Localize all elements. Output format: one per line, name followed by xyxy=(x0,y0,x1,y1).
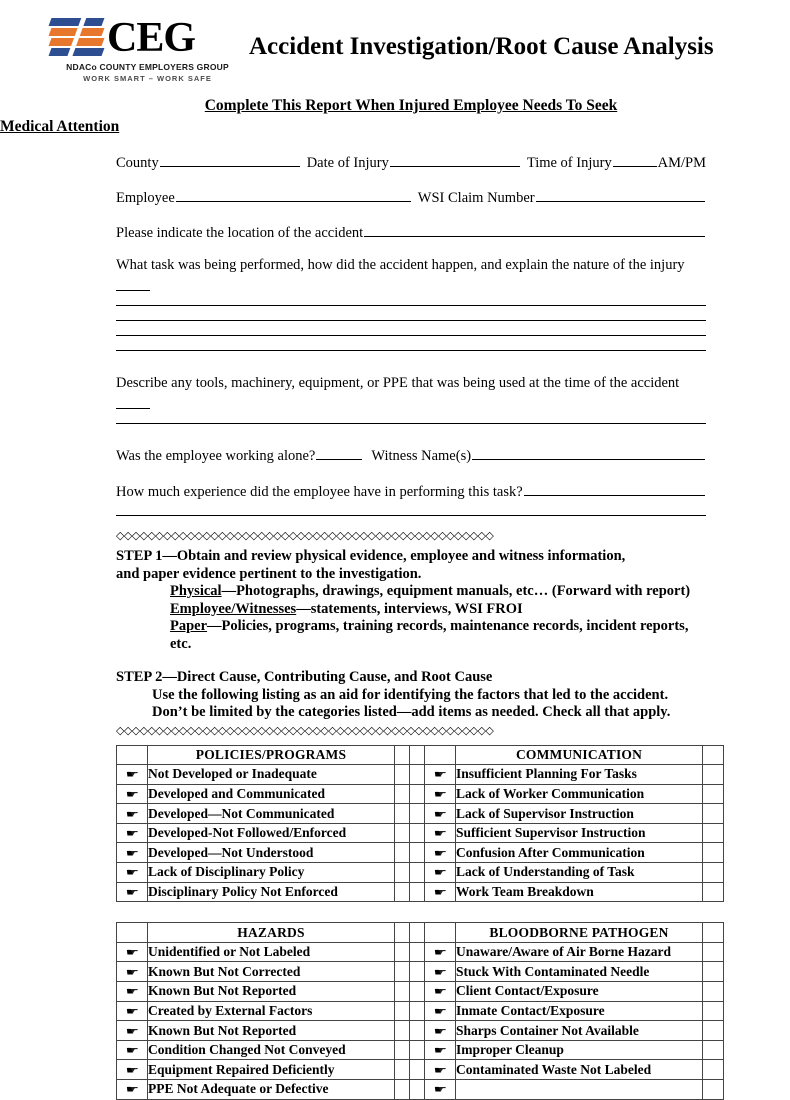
column-gap xyxy=(395,923,410,943)
table-header-row xyxy=(117,745,724,765)
pointing-hand-icon: ☛ xyxy=(433,1044,447,1057)
column-gap xyxy=(395,882,410,902)
pointing-hand-icon: ☛ xyxy=(433,827,447,840)
column-gap-2 xyxy=(410,1060,425,1080)
pointing-hand-icon: ☛ xyxy=(125,946,139,959)
input-employee[interactable] xyxy=(176,187,411,202)
checklist-label-left: Known But Not Reported xyxy=(148,982,395,1002)
checklist-label-right: Unaware/Aware of Air Borne Hazard xyxy=(456,942,703,962)
table-row xyxy=(117,823,724,843)
checklist-table-1-body xyxy=(117,745,724,902)
input-witness-names[interactable] xyxy=(472,445,705,460)
checkbox-left-3[interactable] xyxy=(117,982,148,1002)
table-row xyxy=(117,1080,724,1100)
column-end xyxy=(703,1040,724,1060)
step-1-section xyxy=(116,548,706,653)
checkbox-left-6[interactable] xyxy=(117,863,148,883)
logo-tagline-primary: NDACo COUNTY EMPLOYERS GROUP xyxy=(66,62,229,72)
column-end xyxy=(703,923,724,943)
checklist-label-right: Contaminated Waste Not Labeled xyxy=(456,1060,703,1080)
page-title: Accident Investigation/Root Cause Analysis xyxy=(249,33,714,60)
checklist-label-left: Known But Not Reported xyxy=(148,1021,395,1041)
table-header-row xyxy=(117,923,724,943)
column-end xyxy=(703,1001,724,1021)
logo-tagline-secondary: WORK SMART – WORK SAFE xyxy=(83,74,212,83)
column-gap-2 xyxy=(410,1001,425,1021)
pointing-hand-icon: ☛ xyxy=(433,1024,447,1037)
column-gap-2 xyxy=(410,882,425,902)
label-task-description: What task was being performed, how did the accident happen, and explain the nature of the injury xyxy=(116,257,685,273)
table-row xyxy=(117,1040,724,1060)
input-accident-location[interactable] xyxy=(364,222,705,237)
checkbox-left-4[interactable] xyxy=(117,823,148,843)
checklist-label-left: Not Developed or Inadequate xyxy=(148,765,395,785)
checklist-table-1-wrap xyxy=(116,745,706,903)
table-row xyxy=(117,843,724,863)
diamond-divider-1: ◇◇◇◇◇◇◇◇◇◇◇◇◇◇◇◇◇◇◇◇◇◇◇◇◇◇◇◇◇◇◇◇◇◇◇◇◇◇◇◇◇◇◇◇◇◇◇◇ xyxy=(116,530,494,542)
checklist-label-left: Developed—Not Understood xyxy=(148,843,395,863)
table-1-left-header: POLICIES/PROGRAMS xyxy=(148,745,395,765)
checkbox-right-1[interactable] xyxy=(425,942,456,962)
input-tools-equipment[interactable] xyxy=(116,395,150,409)
document-subtitle xyxy=(0,95,790,137)
table-row xyxy=(117,1001,724,1021)
checklist-label-left: Equipment Repaired Deficiently xyxy=(148,1060,395,1080)
column-gap xyxy=(395,1001,410,1021)
pointing-hand-icon: ☛ xyxy=(125,1083,139,1096)
column-gap-2 xyxy=(410,942,425,962)
checklist-label-left: Known But Not Corrected xyxy=(148,962,395,982)
checklist-label-right: Confusion After Communication xyxy=(456,843,703,863)
table-row xyxy=(117,804,724,824)
task-blank-line-2[interactable] xyxy=(116,320,706,321)
pointing-hand-icon: ☛ xyxy=(433,788,447,800)
checkbox-left-1[interactable] xyxy=(117,765,148,785)
pointing-hand-icon: ☛ xyxy=(433,1083,447,1096)
column-end xyxy=(703,843,724,863)
checkbox-right-7[interactable] xyxy=(425,882,456,902)
checklist-label-left: Created by External Factors xyxy=(148,1001,395,1021)
subtitle-line-1: Complete This Report When Injured Employee Needs To Seek xyxy=(204,97,618,114)
field-row-working-alone xyxy=(116,445,706,465)
pointing-hand-icon: ☛ xyxy=(125,886,139,898)
column-gap-2 xyxy=(410,745,425,765)
column-gap-2 xyxy=(410,923,425,943)
input-date-of-injury[interactable] xyxy=(390,152,520,167)
pointing-hand-icon: ☛ xyxy=(433,846,447,859)
column-gap xyxy=(395,804,410,824)
table-2-right-header: BLOODBORNE PATHOGEN xyxy=(456,923,703,943)
step-1-term-physical: Physical xyxy=(170,583,222,599)
header-box-spacer-right xyxy=(425,923,456,943)
subtitle-line-2: Medical Attention xyxy=(0,118,120,135)
label-accident-location: Please indicate the location of the accident xyxy=(116,225,364,241)
column-gap xyxy=(395,982,410,1002)
pointing-hand-icon: ☛ xyxy=(433,985,447,998)
step-2-heading: STEP 2—Direct Cause, Contributing Cause, and Root Cause xyxy=(116,669,493,685)
checklist-label-right xyxy=(456,1080,703,1100)
column-gap xyxy=(395,823,410,843)
checklist-table-2 xyxy=(116,922,724,1099)
field-row-tools xyxy=(116,375,706,424)
document-header xyxy=(0,0,790,83)
pointing-hand-icon: ☛ xyxy=(125,1004,139,1017)
form-fields-section xyxy=(0,152,790,1100)
label-tools-equipment: Describe any tools, machinery, equipment, or PPE that was being used at the time of the accident xyxy=(116,375,680,391)
step-1-item-physical xyxy=(116,583,706,601)
column-gap-2 xyxy=(410,1040,425,1060)
step-1-rest-paper: —Policies, programs, training records, maintenance records, incident reports, etc. xyxy=(170,618,689,652)
pointing-hand-icon: ☛ xyxy=(433,1063,447,1076)
checkbox-left-3[interactable] xyxy=(117,804,148,824)
experience-blank-line-1[interactable] xyxy=(116,515,706,516)
pointing-hand-icon: ☛ xyxy=(433,768,447,781)
table-row xyxy=(117,962,724,982)
step-1-item-paper xyxy=(116,618,706,653)
checkbox-left-5[interactable] xyxy=(117,843,148,863)
input-time-of-injury[interactable] xyxy=(613,152,657,167)
pointing-hand-icon: ☛ xyxy=(433,1004,447,1017)
table-row xyxy=(117,765,724,785)
step-2-section xyxy=(116,669,706,722)
field-row-task-description xyxy=(116,257,706,351)
checklist-label-right: Work Team Breakdown xyxy=(456,882,703,902)
column-end xyxy=(703,784,724,804)
column-gap-2 xyxy=(410,982,425,1002)
checkbox-left-7[interactable] xyxy=(117,882,148,902)
checklist-table-2-body xyxy=(117,923,724,1099)
pointing-hand-icon: ☛ xyxy=(125,846,139,859)
task-blank-line-4[interactable] xyxy=(116,350,706,351)
column-gap-2 xyxy=(410,765,425,785)
column-gap-2 xyxy=(410,1080,425,1100)
pointing-hand-icon: ☛ xyxy=(433,807,447,820)
column-gap xyxy=(395,1040,410,1060)
label-witness-names: Witness Name(s) xyxy=(371,448,472,464)
checklist-label-left: Unidentified or Not Labeled xyxy=(148,942,395,962)
step-2-sub-line-2: Don’t be limited by the categories listed—add items as needed. Check all that apply. xyxy=(152,704,671,720)
column-gap xyxy=(395,843,410,863)
column-gap-2 xyxy=(410,823,425,843)
input-wsi-claim-number[interactable] xyxy=(536,187,705,202)
checklist-label-right: Inmate Contact/Exposure xyxy=(456,1001,703,1021)
checklist-label-right: Sufficient Supervisor Instruction xyxy=(456,823,703,843)
column-gap-2 xyxy=(410,962,425,982)
column-end xyxy=(703,882,724,902)
column-gap xyxy=(395,1060,410,1080)
step-1-rest-employee-witnesses: —statements, interviews, WSI FROI xyxy=(296,600,523,617)
checklist-label-left: Developed-Not Followed/Enforced xyxy=(148,823,395,843)
pointing-hand-icon: ☛ xyxy=(125,1063,139,1076)
column-end xyxy=(703,765,724,785)
pointing-hand-icon: ☛ xyxy=(433,886,447,898)
column-gap-2 xyxy=(410,843,425,863)
field-row-employee xyxy=(116,187,706,207)
checklist-label-right: Insufficient Planning For Tasks xyxy=(456,765,703,785)
logo-wordmark: CEG xyxy=(107,15,196,61)
header-box-spacer-right xyxy=(425,745,456,765)
checkbox-left-6[interactable] xyxy=(117,1040,148,1060)
checkbox-left-2[interactable] xyxy=(117,962,148,982)
checkbox-right-4[interactable] xyxy=(425,1001,456,1021)
checklist-label-right: Sharps Container Not Available xyxy=(456,1021,703,1041)
column-end xyxy=(703,1021,724,1041)
table-row xyxy=(117,784,724,804)
column-gap-2 xyxy=(410,804,425,824)
task-blank-line-1[interactable] xyxy=(116,305,706,306)
column-end xyxy=(703,823,724,843)
column-gap xyxy=(395,765,410,785)
label-employee: Employee xyxy=(116,190,175,206)
pointing-hand-icon: ☛ xyxy=(125,807,139,820)
checkbox-left-7[interactable] xyxy=(117,1060,148,1080)
input-county[interactable] xyxy=(160,152,300,167)
column-end xyxy=(703,863,724,883)
column-gap xyxy=(395,962,410,982)
checkbox-right-7[interactable] xyxy=(425,1060,456,1080)
checklist-label-right: Improper Cleanup xyxy=(456,1040,703,1060)
task-blank-line-3[interactable] xyxy=(116,335,706,336)
table-row xyxy=(117,882,724,902)
table-row xyxy=(117,942,724,962)
checkbox-right-4[interactable] xyxy=(425,823,456,843)
checkbox-right-2[interactable] xyxy=(425,784,456,804)
checkbox-left-2[interactable] xyxy=(117,784,148,804)
checkbox-left-4[interactable] xyxy=(117,1001,148,1021)
column-end xyxy=(703,982,724,1002)
pointing-hand-icon: ☛ xyxy=(125,866,139,879)
input-task-description[interactable] xyxy=(116,277,150,291)
pointing-hand-icon: ☛ xyxy=(433,866,447,879)
title-block xyxy=(245,16,790,62)
checkbox-right-6[interactable] xyxy=(425,863,456,883)
checklist-label-left: Developed and Communicated xyxy=(148,784,395,804)
column-gap xyxy=(395,863,410,883)
checklist-label-right: Lack of Supervisor Instruction xyxy=(456,804,703,824)
column-gap-2 xyxy=(410,784,425,804)
input-experience[interactable] xyxy=(524,481,705,496)
label-date-of-injury: Date of Injury xyxy=(306,155,389,171)
pointing-hand-icon: ☛ xyxy=(125,827,139,840)
pointing-hand-icon: ☛ xyxy=(125,1044,139,1057)
pointing-hand-icon: ☛ xyxy=(125,1024,139,1037)
column-gap xyxy=(395,784,410,804)
step-1-heading-line-2: and paper evidence pertinent to the investigation. xyxy=(116,565,422,582)
header-box-spacer xyxy=(117,923,148,943)
label-experience: How much experience did the employee have in performing this task? xyxy=(116,484,523,500)
checklist-table-1 xyxy=(116,745,724,903)
checklist-label-left: Disciplinary Policy Not Enforced xyxy=(148,882,395,902)
checkbox-left-8[interactable] xyxy=(117,1080,148,1100)
table-row xyxy=(117,1060,724,1080)
checkbox-left-1[interactable] xyxy=(117,942,148,962)
checkbox-right-2[interactable] xyxy=(425,962,456,982)
checklist-label-left: Lack of Disciplinary Policy xyxy=(148,863,395,883)
label-time-of-injury: Time of Injury xyxy=(526,155,612,171)
label-wsi-claim-number: WSI Claim Number xyxy=(417,190,535,206)
label-working-alone: Was the employee working alone? xyxy=(116,448,316,464)
column-gap xyxy=(395,1080,410,1100)
checklist-table-2-wrap xyxy=(116,922,706,1099)
column-end xyxy=(703,962,724,982)
step-1-term-paper: Paper xyxy=(170,618,208,634)
column-end xyxy=(703,1080,724,1100)
ceg-logo xyxy=(50,16,245,83)
checkbox-right-3[interactable] xyxy=(425,804,456,824)
column-gap-2 xyxy=(410,1021,425,1041)
flag-icon xyxy=(50,17,105,59)
checkbox-right-1[interactable] xyxy=(425,765,456,785)
pointing-hand-icon: ☛ xyxy=(433,946,447,959)
table-1-right-header: COMMUNICATION xyxy=(456,745,703,765)
diamond-divider-2: ◇◇◇◇◇◇◇◇◇◇◇◇◇◇◇◇◇◇◇◇◇◇◇◇◇◇◇◇◇◇◇◇◇◇◇◇◇◇◇◇◇◇◇◇◇◇◇◇ xyxy=(116,724,494,737)
checklist-label-right: Lack of Understanding of Task xyxy=(456,863,703,883)
column-gap xyxy=(395,745,410,765)
pointing-hand-icon: ☛ xyxy=(125,788,139,800)
checkbox-right-8[interactable] xyxy=(425,1080,456,1100)
pointing-hand-icon: ☛ xyxy=(125,965,139,978)
checkbox-right-5[interactable] xyxy=(425,843,456,863)
table-2-left-header: HAZARDS xyxy=(148,923,395,943)
checklist-label-left: Condition Changed Not Conveyed xyxy=(148,1040,395,1060)
input-working-alone[interactable] xyxy=(316,445,362,460)
field-row-location xyxy=(116,222,706,242)
checklist-label-left: PPE Not Adequate or Defective xyxy=(148,1080,395,1100)
column-end xyxy=(703,942,724,962)
table-row xyxy=(117,982,724,1002)
column-end xyxy=(703,1060,724,1080)
step-1-rest-physical: —Photographs, drawings, equipment manuals, etc… (Forward with report) xyxy=(221,583,691,599)
tools-blank-line-1[interactable] xyxy=(116,423,706,424)
pointing-hand-icon: ☛ xyxy=(433,965,447,978)
field-row-experience xyxy=(116,481,706,516)
step-1-heading-line-1: STEP 1—Obtain and review physical evidence, employee and witness information, xyxy=(116,548,626,564)
label-county: County xyxy=(116,155,159,171)
pointing-hand-icon: ☛ xyxy=(125,985,139,998)
checkbox-right-5[interactable] xyxy=(425,1021,456,1041)
step-1-term-employee-witnesses: Employee/Witnesses xyxy=(170,600,297,617)
checklist-label-left: Developed—Not Communicated xyxy=(148,804,395,824)
table-row xyxy=(117,863,724,883)
column-gap xyxy=(395,942,410,962)
column-gap-2 xyxy=(410,863,425,883)
header-box-spacer xyxy=(117,745,148,765)
logo-mark-row xyxy=(50,16,245,60)
checkbox-right-3[interactable] xyxy=(425,982,456,1002)
checklist-label-right: Lack of Worker Communication xyxy=(456,784,703,804)
step-2-sub-line-1: Use the following listing as an aid for identifying the factors that led to the accident. xyxy=(152,686,669,703)
column-end xyxy=(703,804,724,824)
checklist-label-right: Stuck With Contaminated Needle xyxy=(456,962,703,982)
column-end xyxy=(703,745,724,765)
table-row xyxy=(117,1021,724,1041)
field-row-county xyxy=(116,152,706,172)
checkbox-left-5[interactable] xyxy=(117,1021,148,1041)
checklist-label-right: Client Contact/Exposure xyxy=(456,982,703,1002)
label-am-pm: AM/PM xyxy=(657,155,706,171)
step-1-item-employee-witnesses xyxy=(116,601,706,619)
checkbox-right-6[interactable] xyxy=(425,1040,456,1060)
pointing-hand-icon: ☛ xyxy=(125,768,139,781)
column-gap xyxy=(395,1021,410,1041)
